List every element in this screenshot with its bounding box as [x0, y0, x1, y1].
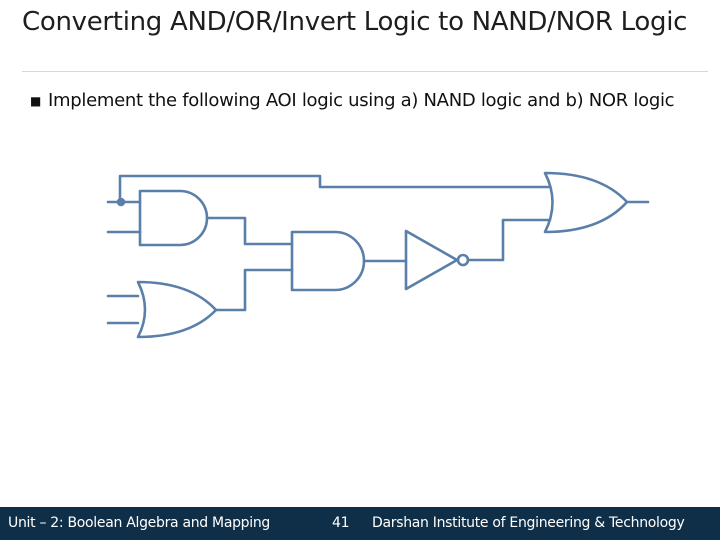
wire-top-feed: [120, 176, 550, 202]
bullet-text: Implement the following AOI logic using a) NAND logic and b) NOR logic: [48, 90, 675, 111]
and-gate-2: [292, 232, 364, 290]
footer-bar: [0, 507, 720, 540]
wire-and1-output: [208, 218, 292, 244]
footer-institute: Darshan Institute of Engineering & Technology: [372, 515, 685, 531]
slide-title: Converting AND/OR/Invert Logic to NAND/NOR Logic: [22, 7, 688, 37]
or-gate-1: [138, 282, 216, 337]
square-bullet-icon: ■: [30, 94, 42, 108]
aoi-logic-diagram: [0, 160, 720, 360]
title-divider: [22, 71, 708, 72]
footer-page-number: 41: [332, 515, 350, 531]
not-bubble: [458, 255, 468, 265]
junction-dot: [118, 199, 124, 205]
wire-or1-output: [216, 270, 292, 310]
not-gate: [406, 231, 457, 289]
footer-unit: Unit – 2: Boolean Algebra and Mapping: [8, 515, 271, 531]
and-gate-1: [140, 191, 207, 245]
wire-not-output: [468, 220, 550, 260]
or-gate-final: [545, 173, 627, 232]
